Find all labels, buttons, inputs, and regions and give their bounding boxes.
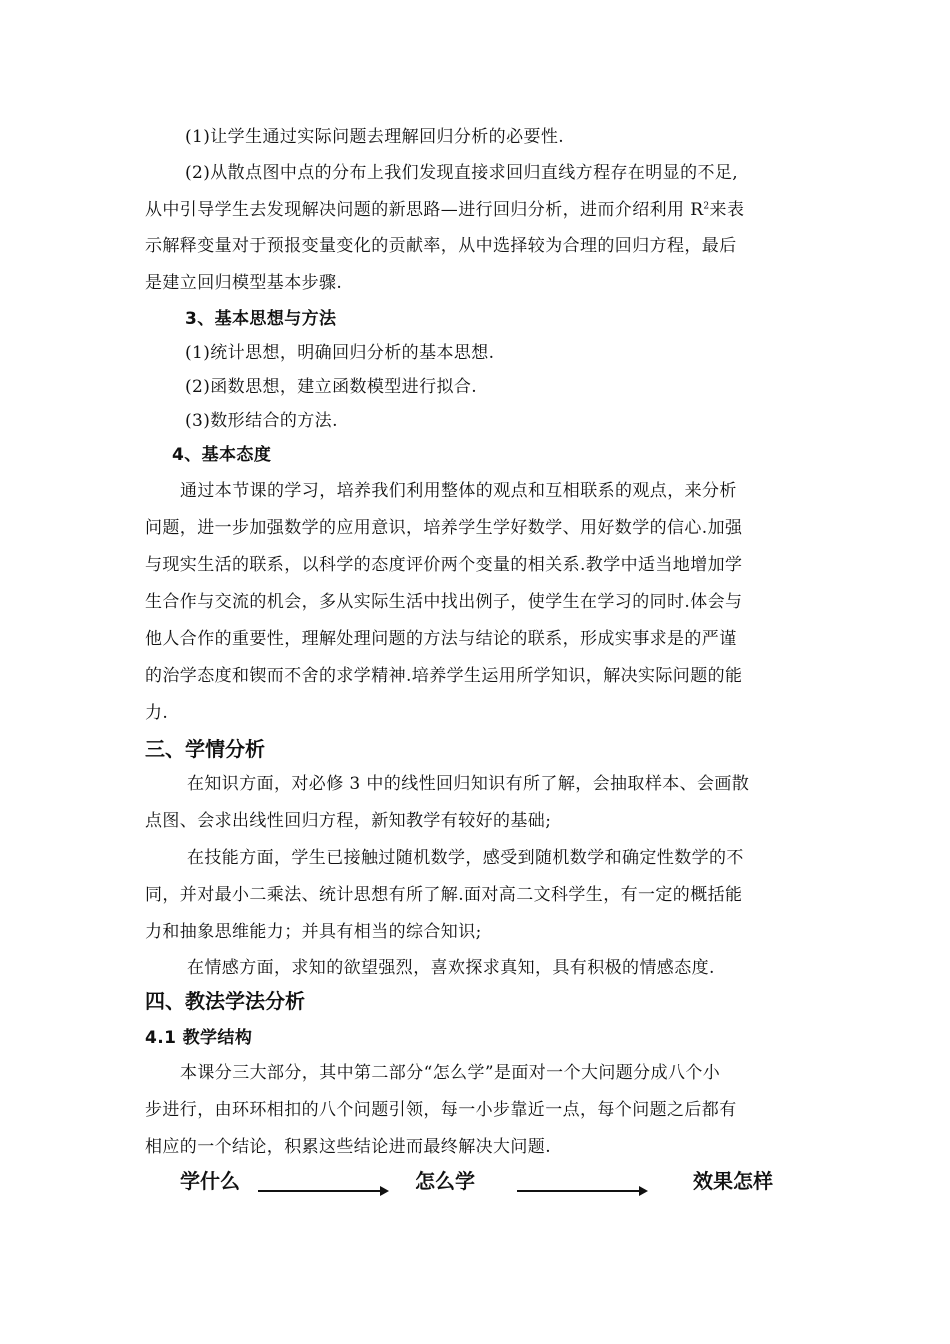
- attitude-line-1: 通过本节课的学习，培养我们利用整体的观点和互相联系的观点，来分析: [180, 481, 737, 501]
- structure-line-1: 本课分三大部分，其中第二部分“怎么学”是面对一个大问题分成八个小: [180, 1063, 721, 1083]
- goal-item-1: (1)让学生通过实际问题去理解回归分析的必要性.: [185, 127, 565, 147]
- arrow-head-icon: [380, 1186, 389, 1196]
- part-4-heading: 四、教法学法分析: [145, 989, 305, 1013]
- flow-arrow-1: [258, 1190, 380, 1192]
- emotion-line: 在情感方面，求知的欲望强烈，喜欢探求真知，具有积极的情感态度.: [187, 958, 715, 978]
- goal-item-2-line-3: 示解释变量对于预报变量变化的贡献率，从中选择较为合理的回归方程，最后: [145, 236, 737, 256]
- attitude-line-4: 生合作与交流的机会，多从实际生活中找出例子，使学生在学习的同时.体会与: [145, 592, 743, 612]
- teaching-structure-heading: 4.1 教学结构: [145, 1028, 253, 1048]
- attitude-line-6: 的治学态度和锲而不舍的求学精神.培养学生运用所学知识，解决实际问题的能: [145, 666, 743, 686]
- section-3-heading: 3、基本思想与方法: [185, 309, 337, 329]
- goal-item-2-line-2-tail: 来表: [709, 200, 745, 220]
- section-4-heading: 4、基本态度: [172, 445, 272, 465]
- attitude-line-2: 问题，进一步加强数学的应用意识，培养学生学好数学、用好数学的信心.加强: [145, 518, 743, 538]
- attitude-line-3: 与现实生活的联系，以科学的态度评价两个变量的相关系.教学中适当地增加学: [145, 555, 743, 575]
- part-3-heading: 三、学情分析: [145, 737, 265, 761]
- skills-line-1: 在技能方面，学生已接触过随机数学，感受到随机数学和确定性数学的不: [187, 848, 744, 868]
- section-3-item-1: (1)统计思想，明确回归分析的基本思想.: [185, 343, 495, 363]
- knowledge-line-1: 在知识方面，对必修 3 中的线性回归知识有所了解，会抽取样本、会画散: [187, 774, 750, 794]
- skills-line-2: 同，并对最小二乘法、统计思想有所了解.面对高二文科学生，有一定的概括能: [145, 885, 743, 905]
- knowledge-line-2: 点图、会求出线性回归方程，新知教学有较好的基础;: [145, 811, 552, 831]
- goal-item-2-line-4: 是建立回归模型基本步骤.: [145, 273, 343, 293]
- goal-item-2-line-2-text: 从中引导学生去发现解决问题的新思路—进行回归分析，进而介绍利用 R: [145, 200, 704, 220]
- goal-item-2-line-1: (2)从散点图中点的分布上我们发现直接求回归直线方程存在明显的不足,: [185, 163, 739, 183]
- flow-step-effect: 效果怎样: [693, 1169, 773, 1193]
- attitude-line-7: 力.: [145, 703, 169, 723]
- section-3-item-2: (2)函数思想，建立函数模型进行拟合.: [185, 377, 478, 397]
- section-3-item-3: (3)数形结合的方法.: [185, 411, 338, 431]
- attitude-line-5: 他人合作的重要性，理解处理问题的方法与结论的联系，形成实事求是的严谨: [145, 629, 737, 649]
- goal-item-2-line-2: [145, 199, 744, 221]
- flow-step-what-to-learn: 学什么: [180, 1169, 240, 1193]
- structure-line-3: 相应的一个结论，积累这些结论进而最终解决大问题.: [145, 1137, 552, 1157]
- r-squared-superscript: 2: [703, 201, 710, 212]
- flow-step-how-to-learn: 怎么学: [415, 1169, 475, 1193]
- arrow-head-icon: [639, 1186, 648, 1196]
- skills-line-3: 力和抽象思维能力；并具有相当的综合知识;: [145, 922, 482, 942]
- flow-arrow-2: [517, 1190, 639, 1192]
- structure-line-2: 步进行，由环环相扣的八个问题引领，每一小步靠近一点，每个问题之后都有: [145, 1100, 737, 1120]
